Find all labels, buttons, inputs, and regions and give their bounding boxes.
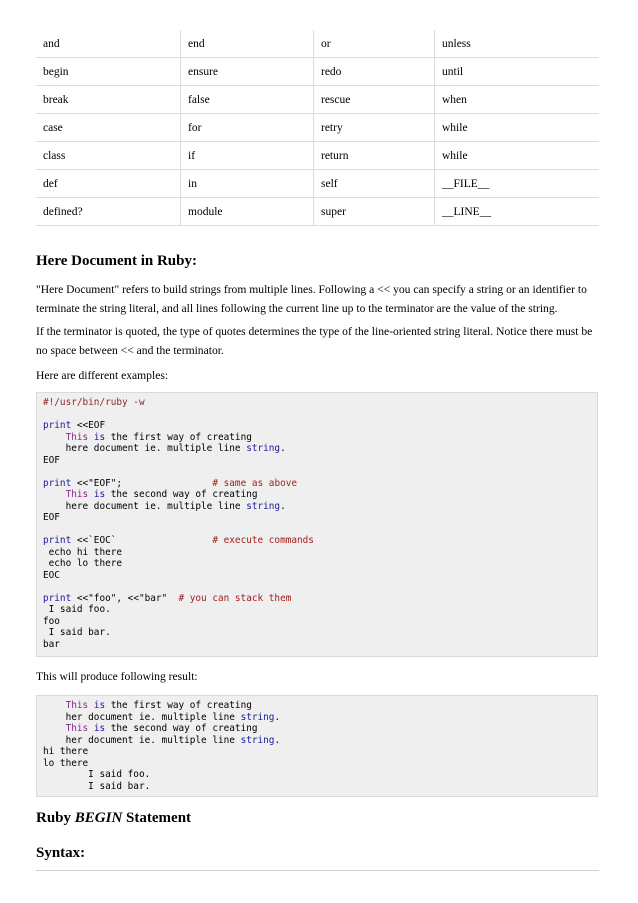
code-token: EOF [43,454,60,466]
code-token: . [274,734,281,746]
code-token: #!/usr/bin/ruby -w [43,397,145,408]
code-token: This [65,723,89,734]
code-line [43,443,597,455]
code-token [43,700,66,711]
keyword-cell: class [36,142,181,170]
keyword-cell: super [314,198,435,226]
keyword-cell: end [181,30,314,58]
table-row [36,142,599,170]
code-block-examples [36,392,598,657]
divider [36,870,599,871]
keyword-cell: begin [36,58,181,86]
keyword-cell: self [314,170,435,198]
code-line [43,535,597,547]
keyword-cell: module [181,198,314,226]
code-line [43,735,597,747]
code-line [43,723,597,735]
code-line [43,604,597,616]
code-token: I said bar. [43,627,111,638]
keyword-cell: until [435,58,600,86]
code-line [43,455,597,467]
code-token [43,432,66,443]
code-line [43,616,597,628]
code-line [43,409,597,421]
code-token: EOF [43,512,60,523]
code-line [43,558,597,570]
heredoc-paragraph-3: Here are different examples: [36,369,169,382]
code-line [43,489,597,501]
code-token: her document ie. multiple line [43,734,241,746]
code-token: print [43,535,72,546]
code-token: string [240,734,275,746]
code-token: print [43,592,72,604]
code-token: echo lo there [43,558,123,569]
keyword-cell: when [435,86,600,114]
code-token: is [93,431,106,443]
code-token: . [280,500,286,512]
code-token: the first way of creating [105,700,252,711]
code-line [43,478,597,490]
code-token: # same as above [122,477,298,489]
code-line [43,758,597,770]
begin-heading-post: Statement [122,810,192,826]
table-row [36,170,599,198]
table-row [36,58,599,86]
code-token: here document ie. multiple line [43,500,247,512]
code-token: <<EOF [71,420,106,431]
code-line [43,593,597,605]
keyword-cell: if [181,142,314,170]
code-line [43,570,597,582]
code-line [43,432,597,444]
code-token: is [93,723,106,734]
heredoc-paragraph-2: If the terminator is quoted, the type of quotes determines the type of the line-oriented string literal. Notice there must be no space between << and the terminator. [36,325,593,357]
code-token: <<`EOC` [71,535,117,546]
begin-heading-em: BEGIN [74,810,123,826]
code-token: <<"foo", <<"bar" [71,592,168,604]
code-line [43,466,597,478]
keyword-cell: false [181,86,314,114]
keyword-cell: defined? [36,198,181,226]
keywords-table [36,30,599,226]
code-line [43,769,597,781]
code-token: foo [43,615,60,627]
code-token: is [93,489,106,500]
code-token: the second way of creating [105,489,258,500]
keyword-cell: unless [435,30,600,58]
begin-heading [36,810,191,827]
code-token: print [43,420,72,431]
code-token: echo hi there [43,546,123,558]
table-row [36,30,599,58]
keyword-cell: and [36,30,181,58]
code-token: # you can stack them [167,592,292,604]
code-token: This [65,700,89,711]
code-token: I said foo. [43,769,151,780]
code-line [43,547,597,559]
code-token: <<"EOF"; [71,477,123,489]
code-token: This [65,489,89,500]
code-line [43,581,597,593]
code-line [43,627,597,639]
keyword-cell: retry [314,114,435,142]
table-row [36,198,599,226]
code-token: string [240,711,275,723]
code-token: is [93,700,106,711]
keyword-cell: return [314,142,435,170]
keyword-cell: redo [314,58,435,86]
code-token: # execute commands [116,535,314,546]
code-line [43,397,597,409]
code-line [43,746,597,758]
code-token: I said foo. [43,604,111,615]
keyword-cell: while [435,142,600,170]
code-token: . [274,711,281,723]
syntax-heading: Syntax: [36,845,86,861]
code-line [43,501,597,513]
heredoc-paragraph-1: "Here Document" refers to build strings from multiple lines. Following a << you can specify a string or an identifier to terminate the string literal, and all lines following the current line up to the terminator are the value of the string. [36,283,587,315]
code-token: bar [43,638,60,650]
code-token: hi there [43,746,89,757]
code-token: EOC [43,569,60,581]
code-line [43,712,597,724]
code-token: the second way of creating [105,723,258,734]
keyword-cell: or [314,30,435,58]
code-token [43,723,66,734]
code-token: string [246,500,281,512]
begin-heading-pre: Ruby [36,810,75,826]
code-line [43,639,597,651]
keyword-cell: case [36,114,181,142]
code-line [43,524,597,536]
keyword-cell: __FILE__ [435,170,600,198]
code-token: I said bar. [43,780,151,792]
keyword-cell: def [36,170,181,198]
table-row [36,114,599,142]
code-block-output [36,695,598,797]
code-token: string [246,443,281,454]
code-token: This [65,431,89,443]
code-token: here document ie. multiple line [43,443,247,454]
keyword-cell: for [181,114,314,142]
code-token [43,489,66,500]
heredoc-heading: Here Document in Ruby: [36,253,197,269]
keyword-cell: in [181,170,314,198]
code-line [43,781,597,793]
result-intro: This will produce following result: [36,670,198,683]
keyword-cell: rescue [314,86,435,114]
keyword-cell: break [36,86,181,114]
keyword-cell: __LINE__ [435,198,600,226]
code-token: lo there [43,757,89,769]
code-line [43,420,597,432]
keyword-cell: ensure [181,58,314,86]
code-token: the first way of creating [105,431,252,443]
code-token: her document ie. multiple line [43,711,241,723]
code-line [43,700,597,712]
code-line [43,512,597,524]
code-token: print [43,477,72,489]
code-token: . [280,443,286,454]
keyword-cell: while [435,114,600,142]
table-row [36,86,599,114]
